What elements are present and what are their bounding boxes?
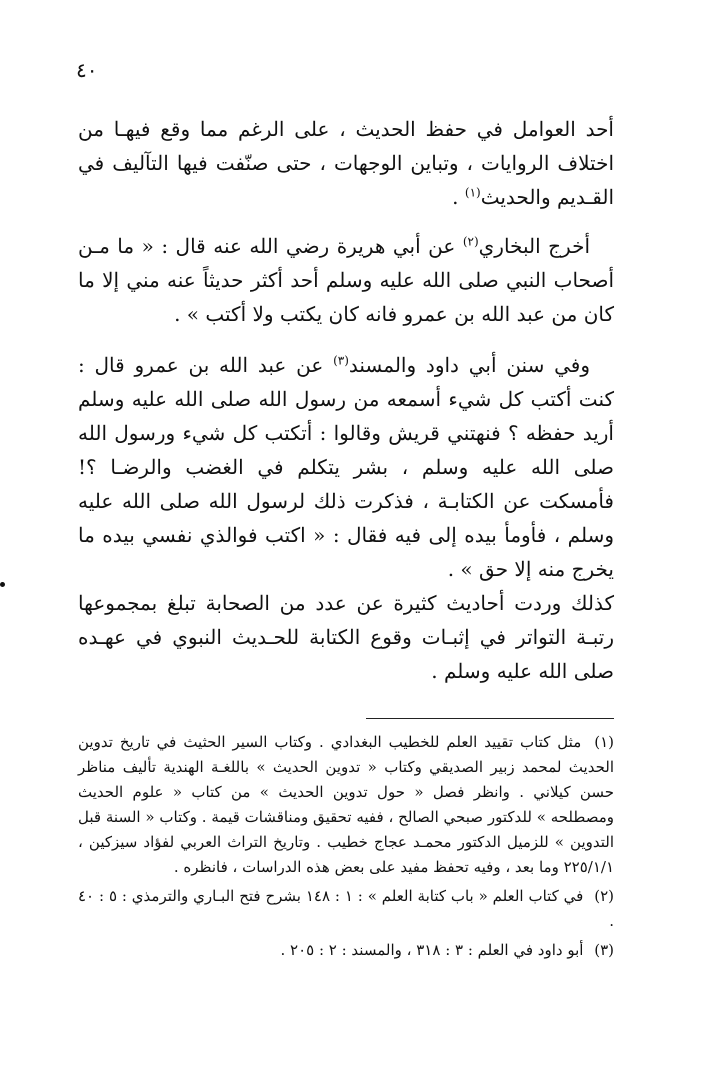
footnote-marker-2: (٢): [462, 234, 479, 249]
scan-margin-dot: [0, 582, 5, 587]
paragraph-2-lead: أخرج البخاري: [478, 234, 591, 258]
footnote-2-number: (٢): [594, 887, 615, 905]
paragraph-3-text: عن عبد الله بن عمرو قال : كنت أكتب كل شيء أسمعه من رسول الله صلى الله عليه وسلم أريد حفظه ؟ فنهتني قريش وقالوا : أتكتب كل شيء ورسول الله صلى الله عليه وسلم ، بشر يتكلم في الغضب والرضـا ؟! فأمسكت عن الكتابـة ، فذكرت ذلك لرسول الله صلى الله عليه وسلم ، فأومأ بيده إلى فيه فقال : « اكتب فوالذي نفسي بيده ما يخرج منه إلا حق » .: [78, 353, 614, 581]
paragraph-3-lead: وفي سنن أبي داود والمسند: [348, 353, 591, 377]
paragraph-2: [78, 229, 614, 331]
paragraph-4: [78, 586, 614, 688]
footnote-3: [78, 938, 614, 963]
footnote-2: [78, 884, 614, 934]
footnote-3-number: (٣): [594, 941, 614, 959]
footnote-1: [78, 730, 614, 880]
footnote-1-number: (١): [594, 733, 614, 751]
footnote-marker-1: (١): [464, 185, 481, 200]
footnote-marker-3: (٣): [333, 353, 349, 368]
footnote-separator: [366, 718, 614, 719]
paragraph-3: [78, 348, 614, 586]
page-number: ٤٠: [76, 58, 98, 82]
paragraph-4-text: كذلك وردت أحاديث كثيرة عن عدد من الصحابة تبلغ بمجموعها رتبـة التواتر في إثبـات وقوع الكتابة للحـديث النبوي في عهـده صلى الله عليه وسلم .: [78, 591, 614, 683]
paragraph-1-text: أحد العوامل في حفظ الحديث ، على الرغم مما وقع فيهـا من اختلاف الروايات ، وتباين الوجهات ، حتى صنّفت فيها التآليف في القـديم والحديث: [78, 117, 614, 209]
footnotes: [78, 730, 614, 967]
footnote-2-text: في كتاب العلم « باب كتابة العلم » : ١ : ١٤٨ بشرح فتح البـاري والترمذي : ٥ : ٤٠ .: [78, 887, 614, 930]
paragraph-1: [78, 112, 614, 214]
footnote-1-text: مثل كتاب تقييد العلم للخطيب البغدادي . وكتاب السير الحثيث في تاريخ تدوين الحديث لمحمد زبير الصديقي وكتاب « تدوين الحديث » باللغـة الهندية تأليف مناظر حسن كيلاني . وانظر فصل « حول تدوين الحديث » من كتاب « علوم الحديث ومصطلحه » للدكتور صبحي الصالح ، ففيه تحقيق ومناقشات قيمة . وكتاب « السنة قبل التدوين » للزميل الدكتور محمـد عجاج خطيب . وتاريخ التراث العربي لفؤاد سيزكين ، ٢٢٥/١/١ وما بعد ، وفيه تحفظ مفيد على بعض هذه الدراسات ، فانظره .: [78, 733, 614, 876]
paragraph-2-text: عن أبي هريرة رضي الله عنه قال : « ما مـن أصحاب النبي صلى الله عليه وسلم أحد أكثر حديثاً عنه مني إلا ما كان من عبد الله بن عمرو فانه كان يكتب ولا أكتب » .: [78, 234, 614, 326]
footnote-3-text: أبو داود في العلم : ٣ : ٣١٨ ، والمسند : ٢ : ٢٠٥ .: [280, 941, 584, 959]
paragraph-1-end: .: [452, 185, 465, 209]
